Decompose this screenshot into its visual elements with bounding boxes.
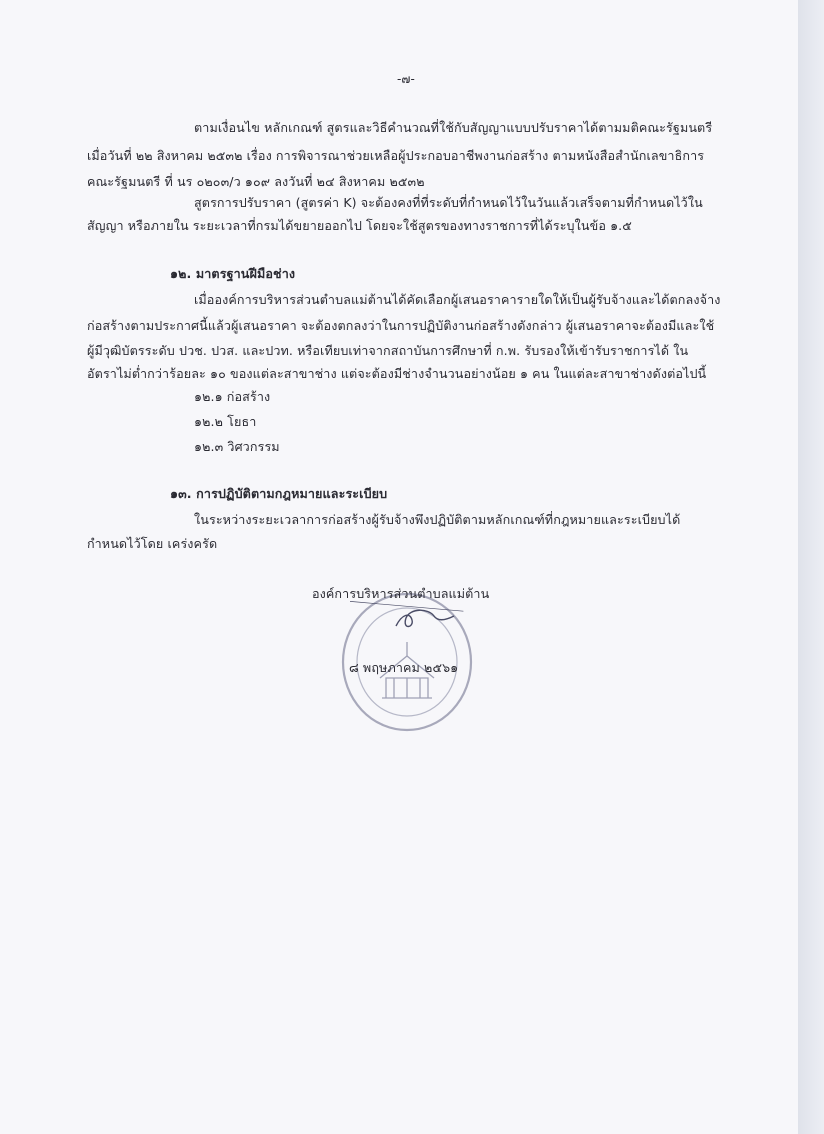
signing-organization: องค์การบริหารส่วนตำบลแม่ต้าน [312, 586, 490, 601]
section-heading: ๑๒. มาตรฐานฝีมือช่าง [170, 266, 296, 281]
text-line: สูตรการปรับราคา (สูตรค่า K) จะต้องคงที่ที่ระดับที่กำหนดไว้ในวันแล้วเสร็จตามที่กำหนดไว้ใน [194, 195, 703, 210]
list-item: ๑๒.๓ วิศวกรรม [194, 439, 280, 454]
text-line: กำหนดไว้โดย เคร่งครัด [87, 536, 218, 551]
text-line: เมื่อองค์การบริหารส่วนตำบลแม่ต้านได้คัดเลือกผู้เสนอราคารายใดให้เป็นผู้รับจ้างและได้ตกลงจ้าง [194, 292, 721, 307]
text-line: เมื่อวันที่ ๒๒ สิงหาคม ๒๕๓๒ เรื่อง การพิจารณาช่วยเหลือผู้ประกอบอาชีพงานก่อสร้าง ตามหนังสือสำนักเลขาธิการ [87, 148, 705, 163]
page-number: -๗- [397, 72, 415, 86]
text-line: ตามเงื่อนไข หลักเกณฑ์ สูตรและวิธีคำนวณที่ใช้กับสัญญาแบบปรับราคาได้ตามมติคณะรัฐมนตรี [194, 120, 713, 135]
text-line: ในระหว่างระยะเวลาการก่อสร้างผู้รับจ้างพึงปฏิบัติตามหลักเกณฑ์ที่กฎหมายและระเบียบได้ [194, 512, 681, 527]
text-line: ก่อสร้างตามประกาศนี้แล้วผู้เสนอราคา จะต้องตกลงว่าในการปฏิบัติงานก่อสร้างดังกล่าว ผู้เสนอราคาจะต้องมีและใช้ [87, 318, 715, 333]
text-line: สัญญา หรือภายใน ระยะเวลาที่กรมได้ขยายออกไป โดยจะใช้สูตรของทางราชการที่ได้ระบุในข้อ ๑.๕ [87, 218, 632, 233]
signing-date: ๘ พฤษภาคม ๒๕๖๑ [349, 660, 459, 675]
section-heading: ๑๓. การปฏิบัติตามกฎหมายและระเบียบ [170, 486, 388, 501]
text-line: คณะรัฐมนตรี ที่ นร ๐๒๐๓/ว ๑๐๙ ลงวันที่ ๒๔ สิงหาคม ๒๕๓๒ [87, 174, 425, 189]
text-line: ผู้มีวุฒิบัตรระดับ ปวช. ปวส. และปวท. หรือเทียบเท่าจากสถาบันการศึกษาที่ ก.พ. รับรองให้เข้ารับราชการได้ ใน [87, 343, 689, 358]
list-item: ๑๒.๑ ก่อสร้าง [194, 389, 271, 404]
list-item: ๑๒.๒ โยธา [194, 414, 257, 429]
page-edge-shadow [798, 0, 824, 1134]
text-line: อัตราไม่ต่ำกว่าร้อยละ ๑๐ ของแต่ละสาขาช่าง แต่จะต้องมีช่างจำนวนอย่างน้อย ๑ คน ในแต่ละสาขาช่างดังต่อไปนี้ [87, 366, 707, 381]
